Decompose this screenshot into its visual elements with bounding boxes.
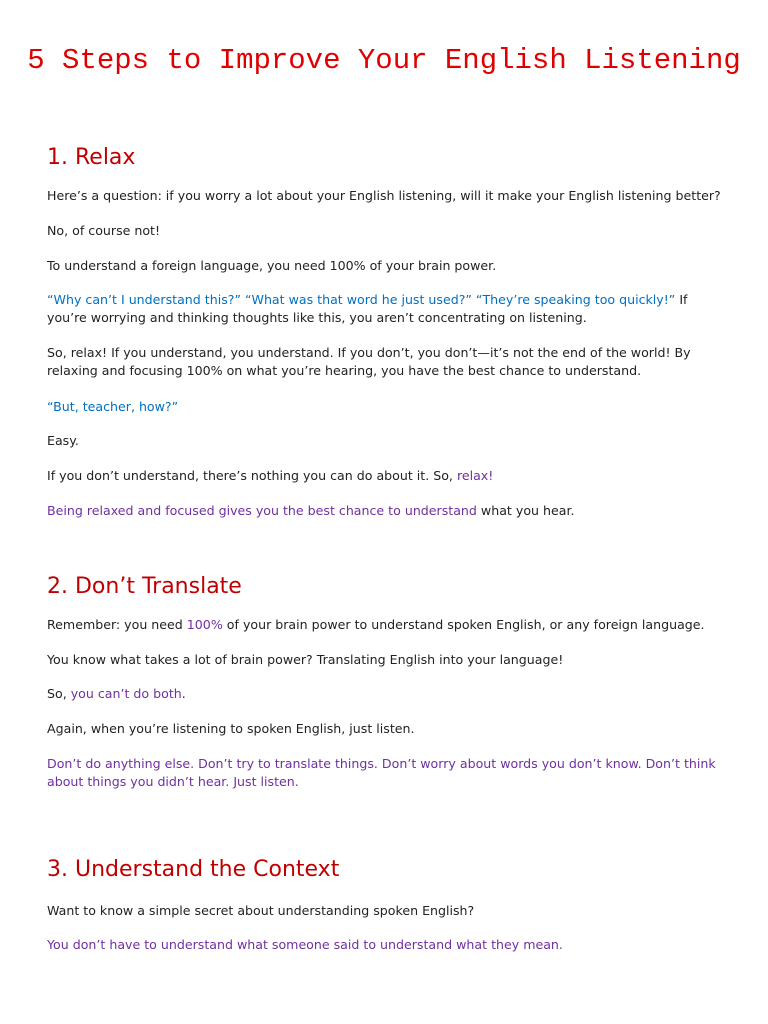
paragraph-text: of your brain power to understand spoken English, or any foreign language. (222, 617, 705, 632)
paragraph (47, 467, 728, 485)
section-heading: 3. Understand the Context (47, 857, 340, 882)
section-heading: 2. Don’t Translate (47, 574, 242, 599)
highlight-text: Being relaxed and focused gives you the best chance to understand (47, 503, 477, 518)
highlight-text: 100% (186, 617, 223, 632)
paragraph (47, 291, 728, 327)
paragraph: Easy. (47, 433, 79, 448)
section-understand-context (47, 857, 728, 952)
paragraph-text: If you don’t understand, there’s nothing you can do about it. So, (47, 468, 457, 483)
page-title: 5 Steps to Improve Your English Listening (27, 44, 741, 77)
paragraph: Here’s a question: if you worry a lot about your English listening, will it make your English listening better? (47, 188, 721, 203)
section-relax (47, 145, 728, 518)
paragraph-text: . (181, 686, 186, 701)
paragraph (47, 502, 728, 520)
paragraph (47, 685, 728, 703)
highlight-paragraph: Don’t do anything else. Don’t try to translate things. Don’t worry about words you don’t know. Don’t think about things you didn’t hear. Just listen. (47, 756, 716, 789)
paragraph: You know what takes a lot of brain power? Translating English into your language! (47, 652, 564, 667)
paragraph: So, relax! If you understand, you understand. If you don’t, you don’t—it’s not the end of the world! By relaxing and focusing 100% on what you’re hearing, you have the best chance to understand. (47, 345, 691, 378)
paragraph-text: what you hear. (476, 503, 575, 518)
highlight-text: you can’t do both (70, 686, 182, 701)
section-dont-translate (47, 574, 728, 789)
paragraph: No, of course not! (47, 223, 161, 238)
highlight-text: relax! (456, 468, 494, 483)
quoted-thoughts: “Why can’t I understand this?” “What was that word he just used?” “They’re speaking too quickly!” (47, 292, 676, 307)
section-heading: 1. Relax (47, 145, 136, 170)
quoted-question: “But, teacher, how?” (47, 399, 179, 414)
paragraph: Want to know a simple secret about understanding spoken English? (47, 903, 475, 918)
paragraph-text: So, (47, 686, 71, 701)
highlight-paragraph: You don’t have to understand what someone said to understand what they mean. (47, 937, 563, 952)
paragraph-text: Remember: you need (47, 617, 187, 632)
paragraph-text: If you’re worrying and thinking thoughts like this, you aren’t concentrating on listening. (47, 292, 688, 325)
paragraph: Again, when you’re listening to spoken English, just listen. (47, 721, 415, 736)
paragraph (47, 616, 728, 634)
paragraph: To understand a foreign language, you need 100% of your brain power. (47, 258, 497, 273)
